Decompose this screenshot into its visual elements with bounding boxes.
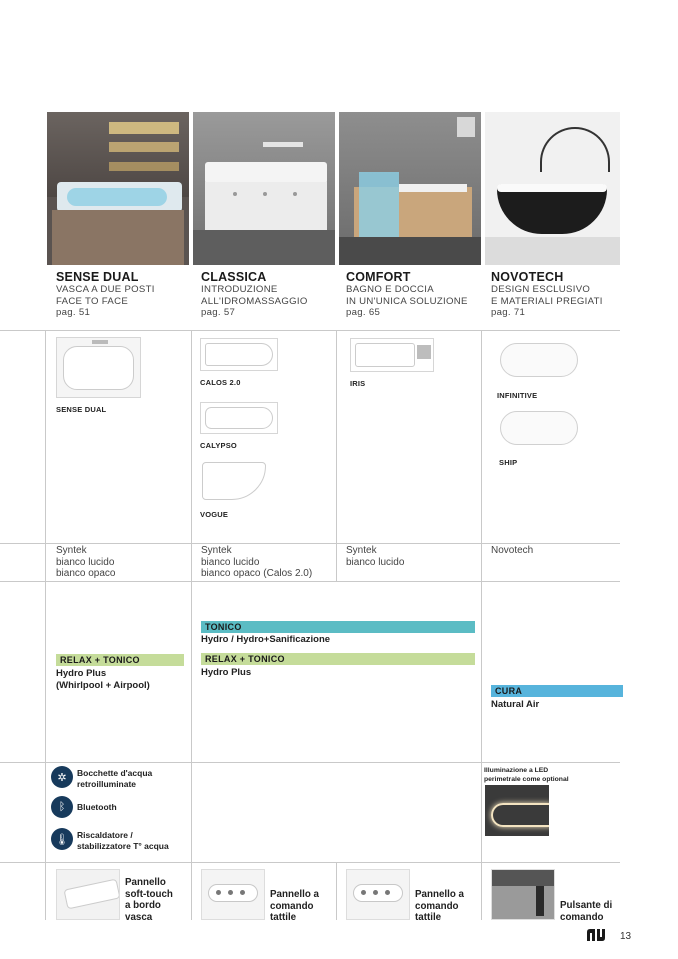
material-line: Syntek bbox=[201, 545, 232, 556]
system-desc-cura: Natural Air bbox=[491, 699, 540, 710]
feature-line: Bluetooth bbox=[77, 802, 117, 812]
tag-relax-tonico-sense: RELAX + TONICO bbox=[56, 654, 184, 666]
panel-label-line: Pannello a bbox=[270, 889, 319, 900]
tub-image-sense-dual bbox=[56, 337, 141, 398]
panel-label-classica bbox=[270, 889, 319, 924]
column-sub-line: E MATERIALI PREGIATI bbox=[491, 295, 603, 307]
column-title-novotech: NOVOTECH bbox=[491, 270, 564, 284]
material-line: bianco lucido bbox=[56, 556, 115, 568]
column-title-comfort: COMFORT bbox=[346, 270, 411, 284]
material-line: Syntek bbox=[346, 545, 377, 556]
feature-label-heater bbox=[77, 830, 169, 851]
row-divider bbox=[0, 581, 620, 582]
led-note bbox=[484, 766, 569, 784]
column-page-ref: pag. 71 bbox=[491, 307, 526, 318]
system-desc-line: (Whirlpool + Airpool) bbox=[56, 679, 150, 691]
column-divider bbox=[191, 330, 192, 920]
system-desc-relax-tonico: Hydro Plus bbox=[201, 667, 252, 678]
panel-label-line: a bordo bbox=[125, 900, 161, 911]
panel-label-line: Pannello bbox=[125, 877, 166, 888]
panel-label-line: Pannello a bbox=[415, 889, 464, 900]
system-desc-line: Hydro Plus bbox=[56, 668, 107, 679]
model-label-calypso: CALYPSO bbox=[200, 441, 237, 450]
thermometer-icon: 🌡 bbox=[51, 828, 73, 850]
led-note-line: Illuminazione a LED bbox=[484, 767, 549, 774]
page-number: 13 bbox=[620, 931, 632, 942]
material-line: bianco lucido bbox=[201, 556, 260, 568]
tub-image-iris bbox=[350, 338, 434, 372]
led-note-line: perimetrale come optional bbox=[484, 776, 569, 783]
panel-label-comfort bbox=[415, 889, 464, 924]
water-jet-icon: ✲ bbox=[51, 766, 73, 788]
model-label-ship: SHIP bbox=[499, 458, 518, 467]
column-sub-sense-dual bbox=[56, 284, 155, 319]
panel-label-line: soft-touch bbox=[125, 888, 173, 900]
panel-label-line: comando bbox=[270, 900, 314, 912]
row-divider bbox=[0, 543, 620, 544]
material-line: bianco lucido bbox=[346, 556, 405, 568]
column-sub-comfort bbox=[346, 284, 468, 319]
column-sub-line: VASCA A DUE POSTI bbox=[56, 284, 155, 295]
material-line: Syntek bbox=[56, 545, 87, 556]
column-page-ref: pag. 51 bbox=[56, 307, 91, 318]
photo-sense-dual bbox=[47, 112, 189, 265]
row-divider bbox=[0, 862, 620, 863]
column-title-classica: CLASSICA bbox=[201, 270, 267, 284]
tub-image-infinitive bbox=[498, 340, 580, 380]
material-novotech bbox=[491, 545, 533, 557]
column-sub-line: ALL'IDROMASSAGGIO bbox=[201, 295, 308, 307]
panel-label-line: comando bbox=[415, 900, 459, 912]
column-title-sense-dual: SENSE DUAL bbox=[56, 270, 139, 284]
brand-logo bbox=[586, 928, 606, 940]
material-classica bbox=[201, 545, 312, 580]
panel-label-line: vasca bbox=[125, 911, 153, 923]
feature-line: Riscaldatore / bbox=[77, 830, 133, 840]
panel-label-line: tattile bbox=[415, 912, 442, 923]
material-line: bianco opaco bbox=[56, 568, 116, 579]
column-sub-line: INTRODUZIONE bbox=[201, 284, 278, 295]
material-line: Novotech bbox=[491, 545, 534, 556]
photo-classica bbox=[193, 112, 335, 265]
column-sub-novotech bbox=[491, 284, 603, 319]
column-divider bbox=[45, 330, 46, 920]
panel-label-novotech bbox=[560, 900, 612, 923]
column-sub-classica bbox=[201, 284, 308, 319]
model-label-iris: IRIS bbox=[350, 379, 366, 388]
photo-comfort bbox=[339, 112, 481, 265]
photo-novotech bbox=[485, 112, 620, 265]
model-label-vogue: VOGUE bbox=[200, 510, 229, 519]
tub-image-vogue bbox=[200, 460, 270, 502]
feature-label-bluetooth bbox=[77, 802, 117, 813]
bluetooth-icon: ᛒ bbox=[51, 796, 73, 818]
feature-line: Bocchette d'acqua bbox=[77, 768, 153, 778]
column-page-ref: pag. 65 bbox=[346, 307, 381, 318]
column-divider bbox=[336, 330, 337, 582]
panel-label-soft-touch bbox=[125, 877, 173, 923]
tub-image-ship bbox=[498, 408, 580, 448]
panel-label-line: comando bbox=[560, 911, 604, 923]
row-divider bbox=[0, 330, 620, 331]
material-line: bianco opaco (Calos 2.0) bbox=[201, 568, 313, 579]
column-divider bbox=[481, 330, 482, 920]
tag-tonico: TONICO bbox=[201, 621, 475, 633]
model-label-infinitive: INFINITIVE bbox=[497, 391, 538, 400]
column-sub-line: FACE TO FACE bbox=[56, 295, 129, 307]
panel-image-comfort bbox=[346, 869, 410, 920]
feature-label-jets bbox=[77, 768, 152, 789]
material-comfort bbox=[346, 545, 404, 568]
panel-label-line: tattile bbox=[270, 912, 297, 923]
tub-image-calos bbox=[200, 338, 278, 371]
model-label-calos: CALOS 2.0 bbox=[200, 378, 241, 387]
panel-image-classica bbox=[201, 869, 265, 920]
tag-relax-tonico-classica: RELAX + TONICO bbox=[201, 653, 475, 665]
system-desc-tonico: Hydro / Hydro+Sanificazione bbox=[201, 634, 331, 645]
row-divider bbox=[0, 762, 620, 763]
panel-image-soft-touch bbox=[56, 869, 120, 920]
column-divider bbox=[336, 862, 337, 920]
tub-image-calypso bbox=[200, 402, 278, 434]
material-sense-dual bbox=[56, 545, 116, 580]
panel-label-line: Pulsante di bbox=[560, 900, 613, 911]
panel-image-novotech bbox=[491, 869, 555, 920]
column-sub-line: DESIGN ESCLUSIVO bbox=[491, 284, 591, 295]
feature-line: stabilizzatore T° acqua bbox=[77, 840, 169, 851]
tag-cura: CURA bbox=[491, 685, 623, 697]
column-sub-line: BAGNO E DOCCIA bbox=[346, 284, 434, 295]
feature-line: retroilluminate bbox=[77, 778, 137, 789]
led-image bbox=[485, 785, 549, 836]
model-label-sense-dual: SENSE DUAL bbox=[56, 405, 107, 414]
column-sub-line: IN UN'UNICA SOLUZIONE bbox=[346, 295, 468, 307]
system-desc-sense bbox=[56, 668, 150, 691]
column-page-ref: pag. 57 bbox=[201, 307, 236, 318]
